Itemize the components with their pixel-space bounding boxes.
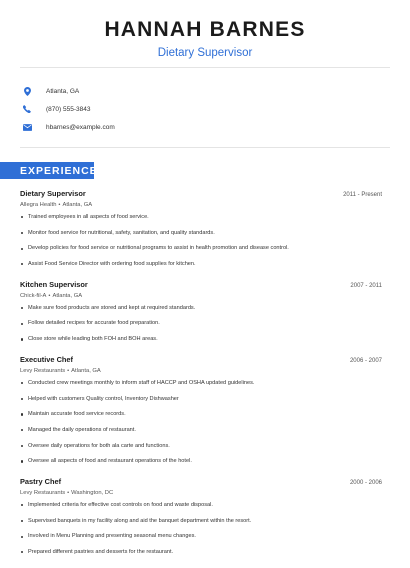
job-bullet: Oversee daily operations for both ala carte and functions.: [20, 441, 382, 457]
job-location: Atlanta, GA: [52, 292, 83, 299]
job-dates: 2011 - Present: [343, 192, 382, 198]
job-bullet: Involved in Menu Planning and presenting seasonal menu changes.: [20, 531, 382, 547]
phone-icon: [22, 104, 32, 114]
job-bullet: Helped with customers Quality control, Inventory Dishwasher: [20, 394, 382, 410]
job-entry: Dietary Supervisor 2011 - Present Allegra Health • Atlanta, GA Trained employees in all aspects of food service. Monitor food service for nutritional, safety, sanitation, and quality standards. Develop policies for food service or nutritional programs to assist in health promotion and disease control. Assist Food Service Director with ordering food supplies for kitchen.: [20, 189, 382, 275]
job-company: Allegra Health: [20, 202, 57, 208]
job-location: Washington, DC: [71, 489, 114, 496]
candidate-name: HANNAH BARNES: [104, 18, 306, 41]
contact-list: [20, 82, 115, 136]
job-bullet: Maintain accurate food service records.: [20, 409, 382, 425]
contact-location: [20, 82, 115, 100]
contact-phone-text: (870) 555-3843: [46, 105, 91, 113]
job-bullet: Follow detailed recipes for accurate food preparation.: [20, 318, 382, 334]
job-bullet: Monitor food service for nutritional, safety, sanitation, and quality standards.: [20, 228, 382, 244]
job-bullet: Close store while leading both FOH and BOH areas.: [20, 334, 382, 350]
resume-header: [0, 0, 410, 60]
job-company: Levy Restaurants: [20, 489, 66, 496]
job-entry: Pastry Chef 2000 - 2006 Levy Restaurants • Washington, DC Implemented criteria for effective cost controls on food and waste disposal. Supervised banquets in my facility along and aid the banquet department within the resort. Involved in Menu Planning and presenting seasonal menu changes. Prepared different pastries and desserts for the restaurant.: [20, 477, 382, 563]
job-bullet: Managed the daily operations of restaurant.: [20, 425, 382, 441]
location-pin-icon: [22, 86, 32, 96]
job-bullet: Develop policies for food service or nutritional programs to assist in health promotion and disease control.: [20, 243, 382, 259]
job-location: Atlanta, GA: [71, 367, 101, 374]
job-company: Levy Restaurants: [20, 367, 66, 374]
mail-icon: [22, 122, 32, 132]
contact-phone: [20, 100, 115, 118]
job-dates: 2007 - 2011: [350, 282, 382, 289]
job-bullet: Trained employees in all aspects of food service.: [20, 212, 382, 228]
job-title: Executive Chef: [20, 354, 73, 364]
job-bullet: Prepared different pastries and desserts for the restaurant.: [20, 547, 382, 563]
contact-email: [20, 118, 115, 136]
job-bullet: Make sure food products are stored and kept at required standards.: [20, 303, 382, 319]
experience-heading: EXPERIENCE: [0, 162, 94, 179]
job-dates: 2000 - 2006: [349, 479, 382, 486]
job-bullet: Assist Food Service Director with ordering food supplies for kitchen.: [20, 259, 382, 275]
job-title: Pastry Chef: [20, 476, 62, 486]
job-bullet: Oversee all aspects of food and restaurant operations of the hotel.: [20, 456, 382, 472]
job-dates: 2006 - 2007: [349, 357, 382, 364]
job-entry: Kitchen Supervisor 2007 - 2011 Chick-fil-A • Atlanta, GA Make sure food products are stored and kept at required standards. Follow detailed recipes for accurate food preparation. Close store while leading both FOH and BOH areas.: [20, 280, 382, 350]
job-entry: Executive Chef 2006 - 2007 Levy Restaurants • Atlanta, GA Conducted crew meetings monthly to inform staff of HACCP and OSHA updated guidelines. Helped with customers Quality control, Inventory Dishwasher Maintain accurate food service records. Managed the daily operations of restaurant. Oversee daily operations for both ala carte and functions. Oversee all aspects of food and restaurant operations of the hotel.: [20, 355, 382, 472]
job-title: Kitchen Supervisor: [20, 279, 88, 289]
section-divider: [20, 147, 390, 148]
contact-location-text: Atlanta, GA: [46, 87, 80, 95]
contact-email-text: hbarnes@example.com: [46, 123, 115, 131]
job-title: Dietary Supervisor: [20, 189, 86, 198]
job-bullet: Implemented criteria for effective cost controls on food and waste disposal.: [20, 500, 382, 516]
job-bullet: Conducted crew meetings monthly to inform staff of HACCP and OSHA updated guidelines.: [20, 378, 382, 394]
candidate-title: Dietary Supervisor: [157, 47, 253, 59]
job-bullet: Supervised banquets in my facility along and aid the banquet department within the resort.: [20, 516, 382, 532]
job-location: Atlanta, GA: [62, 202, 93, 208]
experience-list: [20, 189, 382, 568]
header-divider: [20, 67, 390, 68]
job-company: Chick-fil-A: [20, 292, 47, 299]
